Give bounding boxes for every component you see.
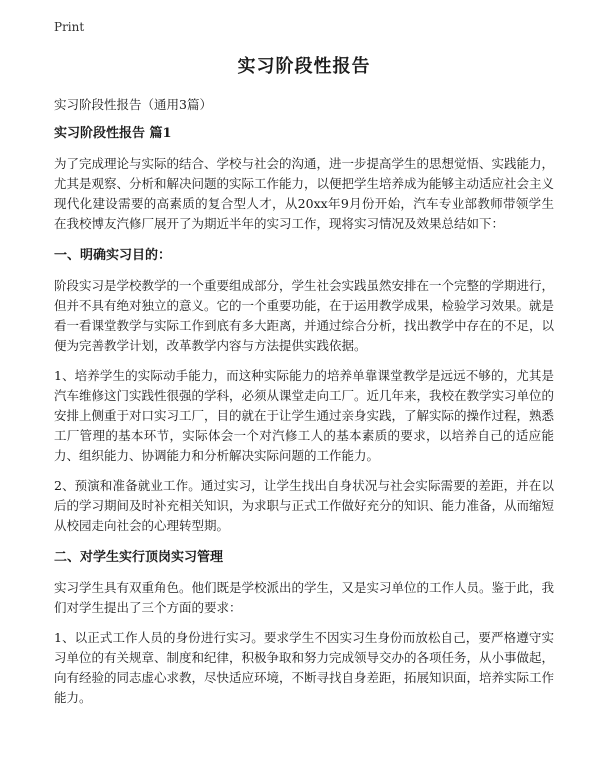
document-body xyxy=(54,46,554,708)
section-2-paragraph-1: 实习学生具有双重角色。他们既是学校派出的学生，又是实习单位的工作人员。鉴于此，我们对学生提出了三个方面的要求： xyxy=(54,580,555,615)
section-1-heading: 一、明确实习目的： xyxy=(54,248,172,263)
article-heading: 实习阶段性报告 篇1 xyxy=(54,126,172,141)
section-1-paragraph-3: 2、预演和准备就业工作。通过实习，让学生找出自身状况与社会实际需要的差距，并在以后的学习期间及时补充相关知识，为求职与正式工作做好充分的知识、能力准备，从而缩短从校园走向社会的心理转型期。 xyxy=(54,478,555,533)
section-2-heading: 二、对学生实行顶岗实习管理 xyxy=(54,550,224,565)
section-2-paragraph-2: 1、以正式工作人员的身份进行实习。要求学生不因实习生身份而放松自己，要严格遵守实习单位的有关规章、制度和纪律，积极争取和努力完成领导交办的各项任务，从小事做起，向有经验的同志虚心求教，尽快适应环境，不断寻找自身差距，拓展知识面，培养实际工作能力。 xyxy=(54,630,555,705)
page-title: 实习阶段性报告 xyxy=(237,56,371,77)
print-label[interactable]: Print xyxy=(54,20,85,34)
section-1-paragraph-2: 1、培养学生的实际动手能力，而这种实际能力的培养单靠课堂教学是远远不够的，尤其是汽车维修这门实践性很强的学科，必须从课堂走向工厂。近几年来，我校在教学实习单位的安排上侧重于对口实习工厂，目的就在于让学生通过亲身实践，了解实际的操作过程，熟悉工厂管理的基本环节，实际体会一个对汽修工人的基本素质的要求，以培养自己的适应能力、组织能力、协调能力和分析解决实际问题的工作能力。 xyxy=(54,368,555,463)
document-subtitle: 实习阶段性报告（通用3篇） xyxy=(54,97,212,112)
intro-paragraph: 为了完成理论与实际的结合、学校与社会的沟通，进一步提高学生的思想觉悟、实践能力，尤其是观察、分析和解决问题的实际工作能力，以便把学生培养成为能够主动适应社会主义现代化建设需要的高素质的复合型人才，从20xx年9月份开始，汽车专业部教师带领学生在我校博友汽修厂展开了为期近半年的实习工作，现将实习情况及效果总结如下： xyxy=(54,156,555,231)
section-1-paragraph-1: 阶段实习是学校教学的一个重要组成部分，学生社会实践虽然安排在一个完整的学期进行，但并不具有绝对独立的意义。它的一个重要功能，在于运用教学成果，检验学习效果。就是看一看课堂教学与实际工作到底有多大距离，并通过综合分析，找出教学中存在的不足，以便为完善教学计划，改革教学内容与方法提供实践依据。 xyxy=(54,278,555,353)
